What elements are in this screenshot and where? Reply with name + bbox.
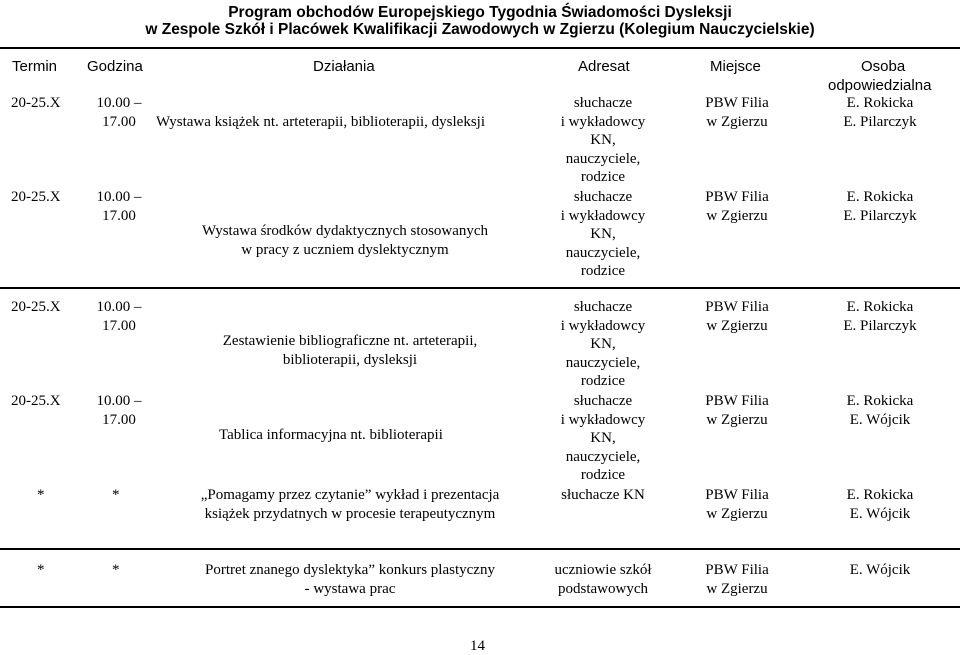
row-termin: 20-25.X <box>11 299 61 315</box>
table-bottom-border <box>0 606 960 608</box>
row-godzina: 10.00 – 17.00 <box>96 393 142 428</box>
row-osoba: E. Rokicka E. Pilarczyk <box>843 189 917 224</box>
row-osoba: E. Rokicka E. Wójcik <box>846 393 914 428</box>
document-title: Program obchodów Europejskiego Tygodnia Świadomości Dysleksji <box>228 4 732 21</box>
row-termin: * <box>37 562 45 578</box>
row-miejsce: PBW Filia w Zgierzu <box>705 189 769 224</box>
row-godzina: 10.00 – 17.00 <box>96 299 142 334</box>
header-dzialania: Działania <box>313 58 375 75</box>
row-dzialania: Wystawa środków dydaktycznych stosowanych w pracy z uczniem dyslektycznym <box>201 223 489 258</box>
row-miejsce: PBW Filia w Zgierzu <box>705 487 769 522</box>
page-number: 14 <box>470 638 485 654</box>
row-adresat: słuchacze i wykładowcy KN, nauczyciele, rodzice <box>560 299 646 389</box>
row-miejsce: PBW Filia w Zgierzu <box>705 299 769 334</box>
row-miejsce: PBW Filia w Zgierzu <box>705 95 769 130</box>
section-divider <box>0 287 960 289</box>
row-godzina: * <box>112 487 120 503</box>
header-miejsce: Miejsce <box>710 58 761 75</box>
row-miejsce: PBW Filia w Zgierzu <box>705 393 769 428</box>
row-osoba: E. Rokicka E. Pilarczyk <box>843 95 917 130</box>
row-dzialania: „Pomagamy przez czytanie” wykład i prezentacja książek przydatnych w procesie terapeutycznym <box>200 487 500 522</box>
row-dzialania: Tablica informacyjna nt. biblioterapii <box>219 427 443 443</box>
row-termin: 20-25.X <box>11 393 61 409</box>
row-godzina: * <box>112 562 120 578</box>
row-adresat: słuchacze i wykładowcy KN, nauczyciele, rodzice <box>560 393 646 483</box>
table-top-border <box>0 47 960 49</box>
row-adresat: słuchacze i wykładowcy KN, nauczyciele, rodzice <box>560 189 646 279</box>
header-termin: Termin <box>12 58 58 75</box>
header-osoba-line1: Osoba <box>861 58 906 75</box>
row-godzina: 10.00 – 17.00 <box>96 95 142 130</box>
row-adresat: uczniowie szkół podstawowych <box>554 562 652 597</box>
row-godzina: 10.00 – 17.00 <box>96 189 142 224</box>
row-adresat: słuchacze i wykładowcy KN, nauczyciele, rodzice <box>560 95 646 185</box>
row-termin: 20-25.X <box>11 95 61 111</box>
section-divider <box>0 548 960 550</box>
row-dzialania: Zestawienie bibliograficzne nt. arteterapii, biblioterapii, dysleksji <box>222 333 478 368</box>
row-osoba: E. Rokicka E. Wójcik <box>846 487 914 522</box>
row-miejsce: PBW Filia w Zgierzu <box>705 562 769 597</box>
row-osoba: E. Rokicka E. Pilarczyk <box>843 299 917 334</box>
header-godzina: Godzina <box>87 58 143 75</box>
row-dzialania: Portret znanego dyslektyka” konkurs plastyczny - wystawa prac <box>205 562 495 597</box>
row-adresat: słuchacze KN <box>561 487 645 503</box>
header-adresat: Adresat <box>578 58 630 75</box>
row-termin: 20-25.X <box>11 189 61 205</box>
row-osoba: E. Wójcik <box>849 562 911 578</box>
header-osoba-line2: odpowiedzialna <box>828 77 932 94</box>
document-subtitle: w Zespole Szkół i Placówek Kwalifikacji Zawodowych w Zgierzu (Kolegium Nauczycielskie) <box>145 21 815 38</box>
row-dzialania: Wystawa książek nt. arteterapii, biblioterapii, dysleksji <box>156 114 485 130</box>
row-termin: * <box>37 487 45 503</box>
